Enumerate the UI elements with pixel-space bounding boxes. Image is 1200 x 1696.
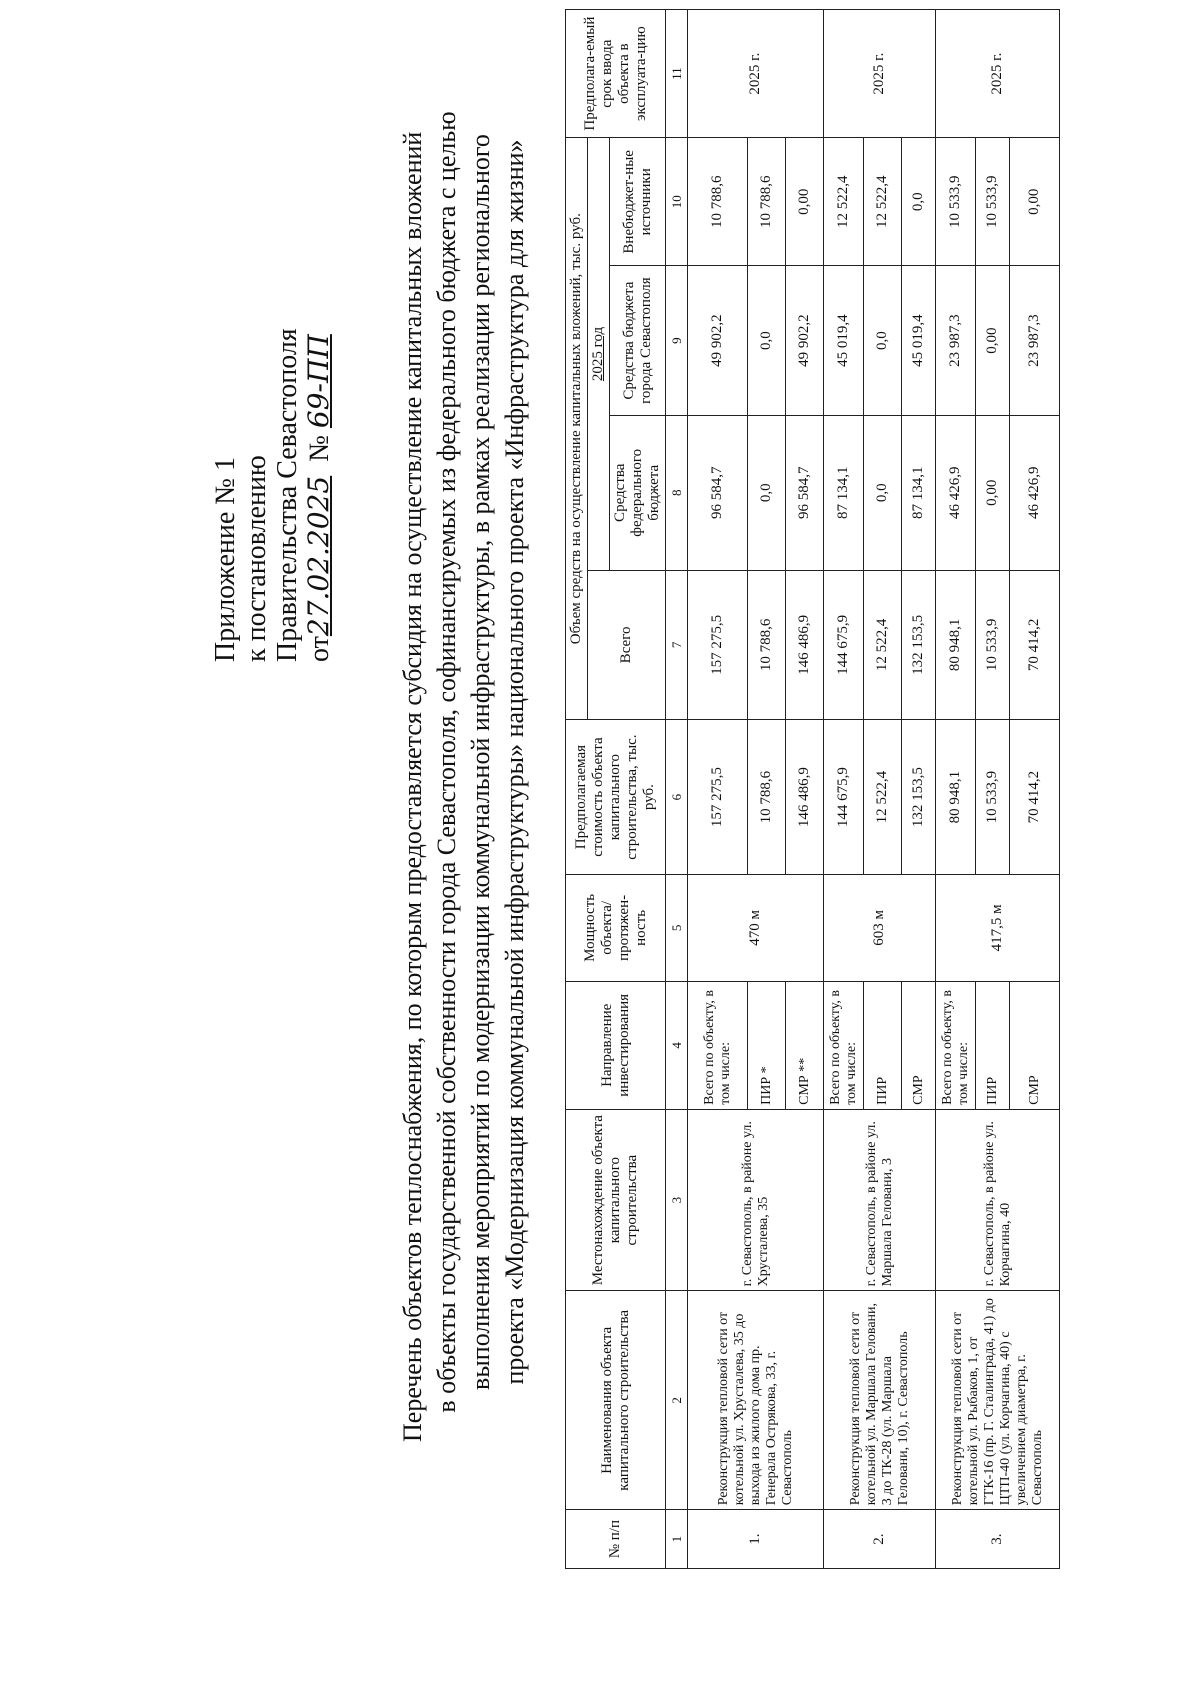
appendix-line-4 — [303, 242, 335, 662]
object-location: г. Севастополь, в районе ул. Корчагина, 40 — [936, 1109, 1060, 1291]
table-row — [688, 10, 748, 1569]
object-extra: 10 533,9 — [976, 138, 1010, 266]
object-federal: 96 584,7 — [786, 415, 824, 570]
object-cost: 70 414,2 — [1010, 720, 1060, 875]
header-term: Предполага-емый срок ввода объекта в эксплуата-цию — [566, 10, 666, 138]
object-federal: 46 426,9 — [1010, 415, 1060, 570]
table-row — [936, 10, 976, 1569]
object-location: г. Севастополь, в районе ул. Маршала Геловани, 3 — [824, 1109, 936, 1291]
column-number: 7 — [666, 570, 688, 719]
object-cost: 80 948,1 — [936, 720, 976, 875]
object-federal: 87 134,1 — [824, 415, 864, 570]
object-extra: 10 533,9 — [936, 138, 976, 266]
object-total: 146 486,9 — [786, 570, 824, 719]
object-term: 2025 г. — [688, 10, 824, 138]
object-direction: СМР — [1010, 981, 1060, 1109]
object-total: 12 522,4 — [864, 570, 902, 719]
appendix-line-3: Правительства Севастополя — [272, 328, 303, 662]
object-num: 1. — [688, 1510, 824, 1569]
object-term: 2025 г. — [936, 10, 1060, 138]
object-total: 10 533,9 — [976, 570, 1010, 719]
object-city: 45 019,4 — [824, 266, 864, 415]
column-number: 10 — [666, 138, 688, 266]
heading-line-1: Перечень объектов теплоснабжения, по которым предоставляется субсидия на осуществление капитальных вложений — [398, 131, 427, 1442]
object-extra: 12 522,4 — [864, 138, 902, 266]
object-name: Реконструкция тепловой сети от котельной ул. Хрусталева, 35 до выхода из жилого дома пр. Генерала Острякова, 33, г. Севастополь — [688, 1291, 824, 1510]
appendix-line-1: Приложение № 1 — [210, 457, 241, 662]
header-cost: Предполагаемая стоимость объекта капитального строительства, тыс. руб. — [566, 720, 666, 875]
header-num: № п/п — [566, 1510, 666, 1569]
object-federal: 96 584,7 — [688, 415, 748, 570]
header-extra: Внебюджет-ные источники — [610, 138, 666, 266]
object-city: 49 902,2 — [786, 266, 824, 415]
object-federal: 0,0 — [748, 415, 786, 570]
object-cost: 12 522,4 — [864, 720, 902, 875]
header-volume: Объем средств на осуществление капитальных вложений, тыс. руб. — [566, 138, 588, 720]
column-number-row — [666, 10, 688, 1569]
object-total: 157 275,5 — [688, 570, 748, 719]
column-number: 2 — [666, 1291, 688, 1510]
object-direction: Всего по объекту, в том числе: — [688, 981, 748, 1109]
object-capacity: 417,5 м — [936, 874, 1060, 981]
object-location: г. Севастополь, в районе ул. Хрусталева, 35 — [688, 1109, 824, 1291]
object-city: 0,00 — [976, 266, 1010, 415]
object-direction: ПИР — [976, 981, 1010, 1109]
header-name: Наименования объекта капитального строительства — [566, 1291, 666, 1510]
column-number: 3 — [666, 1109, 688, 1291]
header-federal: Средства федерального бюджета — [610, 415, 666, 570]
object-city: 49 902,2 — [688, 266, 748, 415]
heading-line-4: проекта «Модернизация коммунальной инфраструктуры» национального проекта «Инфраструктура для жизни» — [500, 139, 529, 1385]
object-total: 80 948,1 — [936, 570, 976, 719]
object-city: 45 019,4 — [902, 266, 936, 415]
object-direction: Всего по объекту, в том числе: — [936, 981, 976, 1109]
header-location: Местонахождение объекта капитального строительства — [566, 1109, 666, 1291]
object-term: 2025 г. — [824, 10, 936, 138]
object-cost: 10 533,9 — [976, 720, 1010, 875]
appendix-block — [210, 242, 335, 662]
header-capacity: Мощность объекта/ протяжен-ность — [566, 874, 666, 981]
object-city: 23 987,3 — [1010, 266, 1060, 415]
object-direction: ПИР — [864, 981, 902, 1109]
object-extra: 0,00 — [1010, 138, 1060, 266]
object-extra: 12 522,4 — [824, 138, 864, 266]
object-cost: 132 153,5 — [902, 720, 936, 875]
column-number: 6 — [666, 720, 688, 875]
object-extra: 0,0 — [902, 138, 936, 266]
object-direction: СМР — [902, 981, 936, 1109]
appendix-date-prefix: от — [304, 636, 335, 662]
object-extra: 0,00 — [786, 138, 824, 266]
object-direction: СМР ** — [786, 981, 824, 1109]
object-total: 70 414,2 — [1010, 570, 1060, 719]
object-city: 23 987,3 — [936, 266, 976, 415]
object-name: Реконструкция тепловой сети от котельной ул. Рыбаков, 1, от ГТК-16 (пр. Г. Сталинграда, 41) до ЦТП-40 (ул. Корчагина, 40) с увеличением диаметра, г. Севастополь — [936, 1291, 1060, 1510]
column-number: 11 — [666, 10, 688, 138]
object-capacity: 470 м — [688, 874, 824, 981]
object-total: 144 675,9 — [824, 570, 864, 719]
column-number: 1 — [666, 1510, 688, 1569]
object-cost: 157 275,5 — [688, 720, 748, 875]
appendix-date: 27.02.2025 — [302, 475, 335, 637]
object-num: 2. — [824, 1510, 936, 1569]
object-cost: 10 788,6 — [748, 720, 786, 875]
object-extra: 10 788,6 — [688, 138, 748, 266]
appendix-number-label: № — [304, 435, 335, 462]
object-city: 0,0 — [864, 266, 902, 415]
column-number: 5 — [666, 874, 688, 981]
column-number: 9 — [666, 266, 688, 415]
object-federal: 87 134,1 — [902, 415, 936, 570]
object-direction: ПИР * — [748, 981, 786, 1109]
object-extra: 10 788,6 — [748, 138, 786, 266]
document-heading — [396, 82, 532, 1442]
header-city: Средства бюджета города Севастополя — [610, 266, 666, 415]
appendix-line-2: к постановлению — [241, 455, 272, 662]
column-number: 8 — [666, 415, 688, 570]
column-number: 4 — [666, 981, 688, 1109]
object-city: 0,0 — [748, 266, 786, 415]
object-total: 132 153,5 — [902, 570, 936, 719]
object-num: 3. — [936, 1510, 1060, 1569]
objects-table — [565, 9, 1060, 1569]
appendix-number: 69-ПП — [302, 334, 335, 429]
object-federal: 46 426,9 — [936, 415, 976, 570]
header-year: 2025 год — [588, 138, 610, 570]
object-capacity: 603 м — [824, 874, 936, 981]
table-row — [824, 10, 864, 1569]
object-federal: 0,00 — [976, 415, 1010, 570]
object-direction: Всего по объекту, в том числе: — [824, 981, 864, 1109]
header-total: Всего — [588, 570, 666, 719]
object-total: 10 788,6 — [748, 570, 786, 719]
object-name: Реконструкция тепловой сети от котельной ул. Маршала Геловани, 3 до ТК-28 (ул. Маршала Геловани, 10), г. Севастополь — [824, 1291, 936, 1510]
heading-line-3: выполнения мероприятий по модернизации коммунальной инфраструктуры, в рамках реализации регионального — [466, 134, 495, 1390]
object-cost: 144 675,9 — [824, 720, 864, 875]
object-cost: 146 486,9 — [786, 720, 824, 875]
heading-line-2: в объекты государственной собственности города Севастополя, софинансируемых из федерального бюджета с целью — [432, 111, 461, 1413]
header-direction: Направление инвестирования — [566, 981, 666, 1109]
object-federal: 0,0 — [864, 415, 902, 570]
